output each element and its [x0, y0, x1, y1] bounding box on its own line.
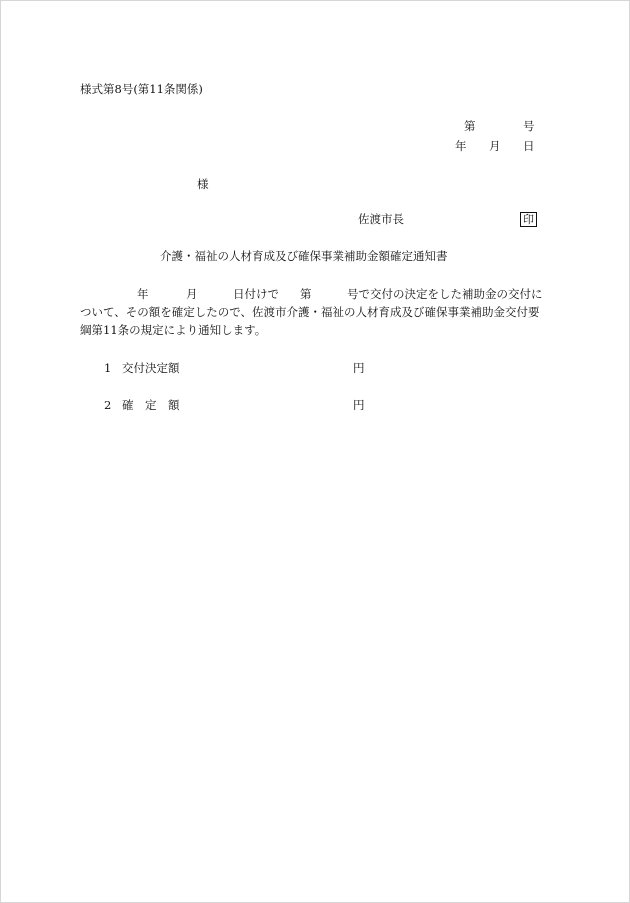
addressee-suffix: 様 [197, 177, 209, 191]
body-number-prefix: 第 [300, 287, 312, 301]
body-day: 日付けで [233, 287, 279, 301]
date-year: 年 [455, 139, 467, 153]
number-prefix: 第 [464, 119, 476, 133]
item-2-number: 2 [104, 398, 112, 412]
item-1-unit: 円 [353, 361, 365, 375]
date-month: 月 [489, 139, 501, 153]
item-2-label: 確 定 額 [122, 398, 180, 412]
form-label: 様式第8号(第11条関係) [80, 82, 203, 96]
body-line-1: 号で交付の決定をした補助金の交付に [347, 287, 543, 301]
issuer-title: 佐渡市長 [358, 212, 404, 226]
document-title: 介護・福祉の人材育成及び確保事業補助金額確定通知書 [160, 249, 448, 263]
item-1-label: 交付決定額 [122, 361, 180, 375]
body-line-3: 綱第11条の規定により通知します。 [80, 323, 267, 337]
date-day: 日 [523, 139, 535, 153]
body-line-2: ついて、その額を確定したので、佐渡市介護・福祉の人材育成及び確保事業補助金交付要 [80, 305, 540, 319]
item-2-unit: 円 [353, 398, 365, 412]
seal-mark: 印 [520, 212, 537, 227]
body-year: 年 [137, 287, 149, 301]
body-month: 月 [186, 287, 198, 301]
number-suffix: 号 [523, 119, 535, 133]
item-1-number: 1 [104, 361, 112, 375]
